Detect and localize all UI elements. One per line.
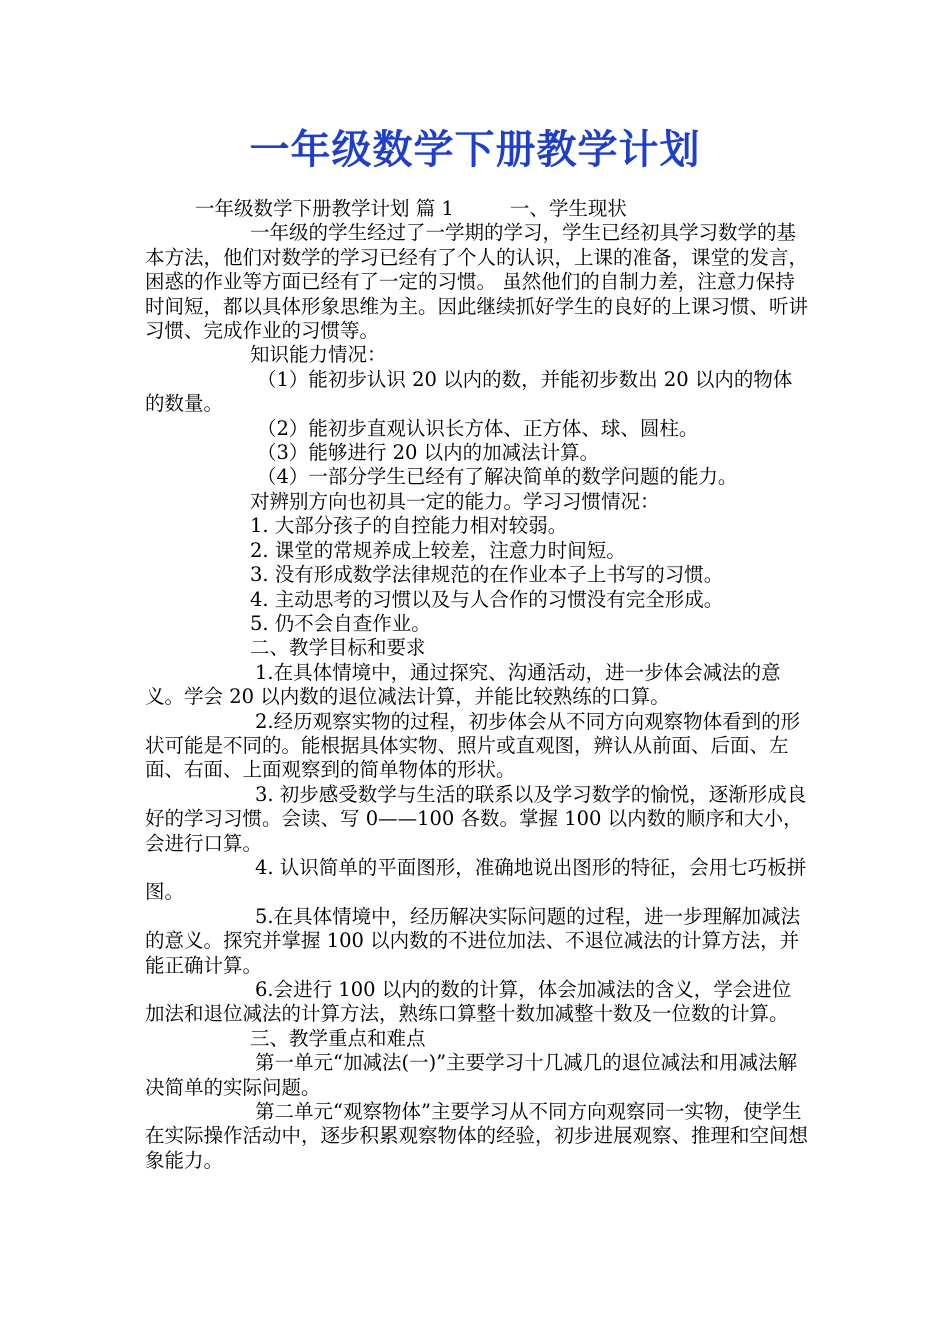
- section-heading-3: 三、教学重点和难点: [250, 1026, 426, 1050]
- goal-item: 4. 认识简单的平面图形，准确地说出图形的特征，会用七巧板拼图。: [145, 855, 807, 904]
- list-item: 5. 仍不会自查作业。: [250, 611, 431, 635]
- goal-item: 5.在具体情境中，经历解决实际问题的过程，进一步理解加减法的意义。探究并掌握 100 以内数的不进位加法、不退位减法的计算方法，并能正确计算。: [145, 904, 801, 977]
- goal-item: 3. 初步感受数学与生活的联系以及学习数学的愉悦，逐渐形成良好的学习习惯。会读、写 0——100 各数。掌握 100 以内数的顺序和大小，会进行口算。: [145, 782, 807, 855]
- list-item: （3）能够进行 20 以内的加减法计算。: [257, 441, 600, 465]
- plan-subtitle: 一年级数学下册教学计划 篇 1: [195, 197, 454, 220]
- paragraph: 一年级的学生经过了一学期的学习，学生已经初具学习数学的基本方法，他们对数学的学习已经有了个人的认识，上课的准备，课堂的发言，困惑的作业等方面已经有了一定的习惯。 虽然他们的自制力差，注意力保持时间短，都以具体形象思维为主。因此继续抓好学生的良好的上课习惯、听讲习惯、完成作业的习惯等。: [145, 221, 809, 343]
- section-heading-1: 一、学生现状: [509, 197, 627, 220]
- document-body: [145, 197, 810, 1173]
- goal-item: 6.会进行 100 以内的数的计算，体会加减法的含义，学会进位加法和退位减法的计算方法，熟练口算整十数加减整十数及一位数的计算。: [145, 978, 792, 1026]
- goal-item: 1.在具体情境中，通过探究、沟通活动，进一步体会减法的意义。学会 20 以内数的退位减法计算，并能比较熟练的口算。: [145, 660, 781, 709]
- document-title: 一年级数学下册教学计划: [249, 126, 701, 173]
- paragraph: 知识能力情况：: [250, 343, 387, 367]
- list-item: （1）能初步认识 20 以内的数，并能初步数出 20 以内的物体的数量。: [145, 367, 793, 416]
- list-item: 3. 没有形成数学法律规范的在作业本子上书写的习惯。: [250, 563, 724, 587]
- list-item: （4）一部分学生已经有了解决简单的数学问题的能力。: [257, 465, 738, 489]
- unit-paragraph: 第二单元“观察物体”主要学习从不同方向观察同一实物，使学生在实际操作活动中，逐步积累观察物体的经验，初步进展观察、推理和空间想象能力。: [145, 1100, 809, 1172]
- section-header-line: [145, 197, 810, 221]
- list-item: （2）能初步直观认识长方体、正方体、球、圆柱。: [257, 416, 699, 440]
- unit-paragraph: 第一单元“加减法(一)”主要学习十几减几的退位减法和用减法解决简单的实际问题。: [145, 1051, 798, 1099]
- list-item: 4. 主动思考的习惯以及与人合作的习惯没有完全形成。: [250, 587, 724, 611]
- list-item: 2. 课堂的常规养成上较差，注意力时间短。: [250, 538, 626, 562]
- paragraph: 对辨别方向也初具一定的能力。学习习惯情况：: [250, 489, 660, 513]
- list-item: 1. 大部分孩子的自控能力相对较弱。: [250, 514, 568, 538]
- section-heading-2: 二、教学目标和要求: [250, 636, 426, 660]
- goal-item: 2.经历观察实物的过程，初步体会从不同方向观察物体看到的形状可能是不同的。能根据具体实物、照片或直观图，辨认从前面、后面、左面、右面、上面观察到的简单物体的形状。: [145, 709, 801, 782]
